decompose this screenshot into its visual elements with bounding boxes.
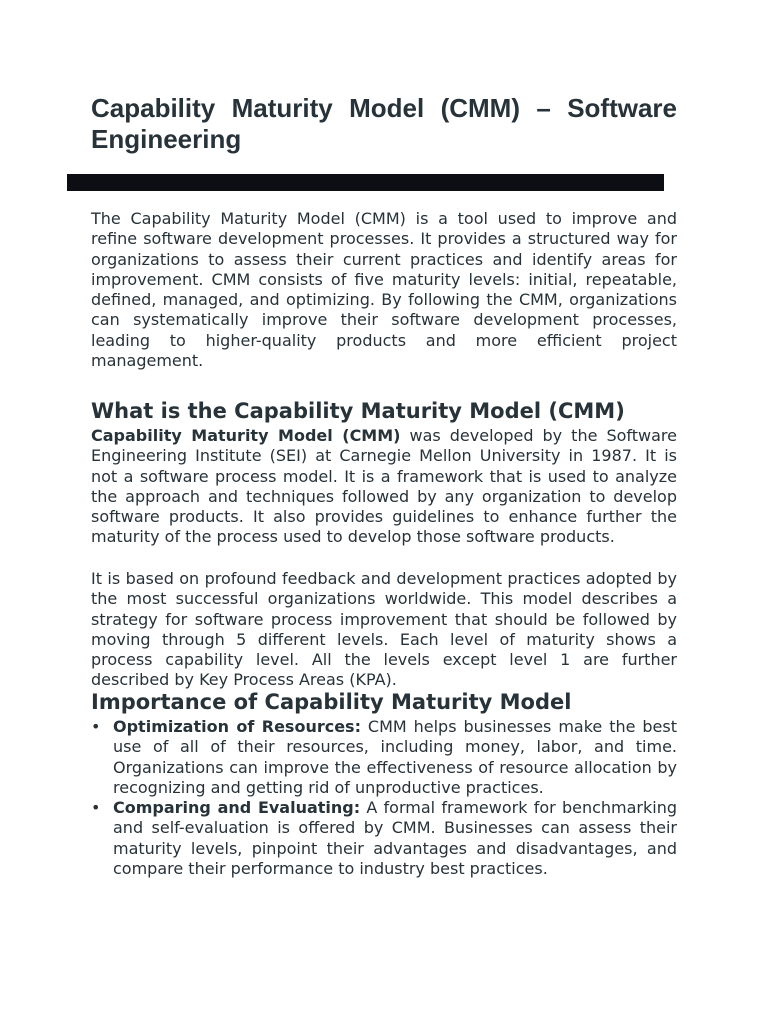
redaction-bar <box>67 174 664 191</box>
bullet-text: A formal framework for benchmarking and self-evaluation is offered by CMM. Businesses can assess their maturity levels, pinpoint their advantages and disadvantages, and compare their performance to industry best practices. <box>113 798 677 879</box>
section-heading-what-is-cmm: What is the Capability Maturity Model (CMM) <box>91 399 625 423</box>
list-item <box>91 717 677 798</box>
importance-bullet-list <box>91 717 677 879</box>
bullet-term: Comparing and Evaluating: <box>113 798 361 818</box>
bullet-icon: • <box>91 798 101 818</box>
based-on-paragraph: It is based on profound feedback and development practices adopted by the most successful organizations worldwide. This model describes a strategy for software process improvement that should be followed by moving through 5 different levels. Each level of maturity shows a process capability level. All the levels except level 1 are further described by Key Process Areas (KPA). <box>91 569 677 690</box>
intro-paragraph: The Capability Maturity Model (CMM) is a tool used to improve and refine software development processes. It provides a structured way for organizations to assess their current practices and identify areas for improvement. CMM consists of five maturity levels: initial, repeatable, defined, managed, and optimizing. By following the CMM, organizations can systematically improve their software development processes, leading to higher-quality products and more efficient project management. <box>91 209 677 371</box>
bullet-icon: • <box>91 717 101 736</box>
what-is-cmm-paragraph <box>91 426 677 548</box>
list-item <box>91 798 677 879</box>
bullet-text: CMM helps businesses make the best use of all of their resources, including money, labor, and time. Organizations can improve the effectiveness of resource allocation by recognizing and getting rid of unproductive practices. <box>113 717 677 797</box>
cmm-bold-term: Capability Maturity Model (CMM) <box>91 426 401 445</box>
page-title: Capability Maturity Model (CMM) – Software Engineering <box>91 93 677 154</box>
bullet-term: Optimization of Resources: <box>113 717 361 736</box>
what-is-cmm-text: was developed by the Software Engineering Institute (SEI) at Carnegie Mellon University in 1987. It is not a software process model. It is a framework that is used to analyze the approach and techniques followed by any organization to develop software products. It also provides guidelines to enhance further the maturity of the process used to develop those software products. <box>91 426 677 547</box>
section-heading-importance: Importance of Capability Maturity Model <box>91 690 572 714</box>
